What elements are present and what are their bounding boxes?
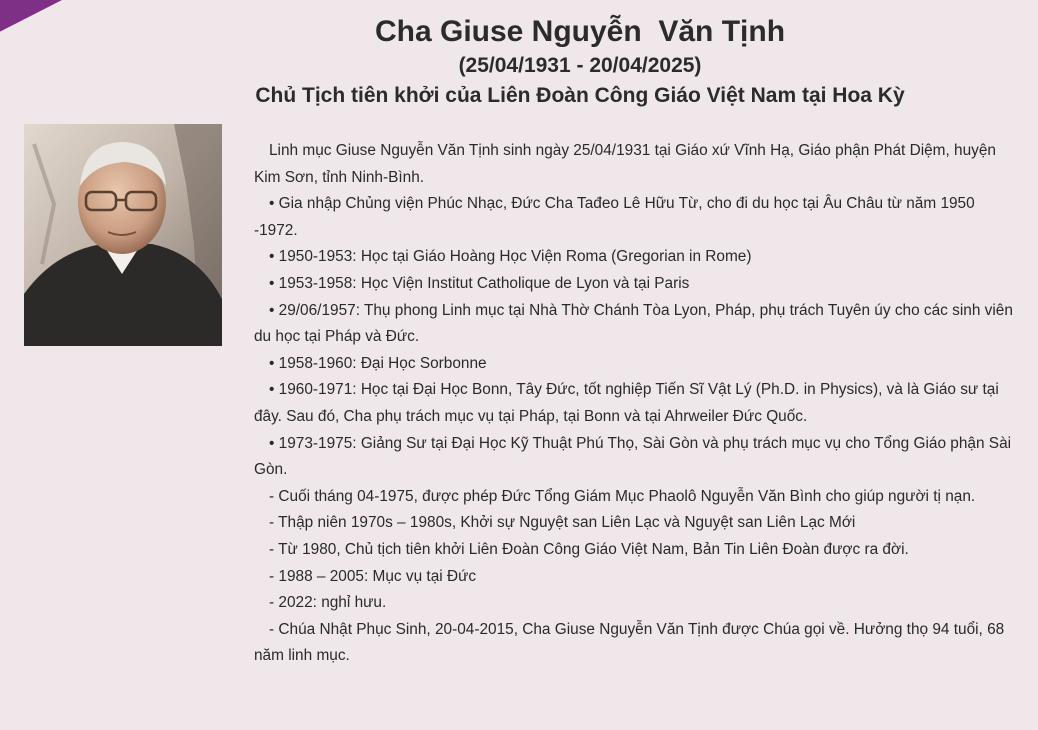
bio-paragraph: - Từ 1980, Chủ tịch tiên khởi Liên Đoàn Công Giáo Việt Nam, Bản Tin Liên Đoàn được ra đời. [269, 540, 909, 558]
life-dates: (25/04/1931 - 20/04/2025) [458, 54, 702, 77]
bio-paragraph: - 2022: nghỉ hưu. [269, 594, 387, 612]
portrait-photo [24, 124, 222, 346]
bio-paragraph: • 1953-1958: Học Viện Institut Catholique de Lyon và tại Paris [269, 274, 690, 292]
bio-paragraph: - Cuối tháng 04-1975, được phép Đức Tổng Giám Mục Phaolô Nguyễn Văn Bình cho giúp người tị nạn. [269, 487, 976, 505]
bio-paragraph: • 29/06/1957: Thụ phong Linh mục tại Nhà Thờ Chánh Tòa Lyon, Pháp, phụ trách Tuyên úy cho các sinh viên du học tại Pháp và Đức. [254, 301, 1013, 346]
portrait-illustration [24, 124, 222, 346]
bio-paragraph: - Thập niên 1970s – 1980s, Khởi sự Nguyệt san Liên Lạc và Nguyệt san Liên Lạc Mới [269, 514, 856, 532]
bio-paragraph: • Gia nhập Chủng viện Phúc Nhạc, Đức Cha Tađeo Lê Hữu Từ, cho đi du học tại Âu Châu từ năm 1950 -1972. [254, 195, 975, 239]
bio-paragraph: - 1988 – 2005: Mục vụ tại Đức [269, 567, 477, 585]
page-title: Cha Giuse Nguyễn Văn Tịnh [374, 15, 786, 48]
bio-paragraph: • 1958-1960: Đại Học Sorbonne [269, 354, 487, 372]
header [150, 12, 1010, 112]
bio-paragraph: • 1960-1971: Học tại Đại Học Bonn, Tây Đức, tốt nghiệp Tiến Sĩ Vật Lý (Ph.D. in Physics), và là Giáo sư tại đây. Sau đó, Cha phụ trách mục vụ tại Pháp, tại Bonn và tại Ahrweiler Đức Quốc. [254, 381, 999, 425]
biography-text [254, 138, 1014, 670]
bio-paragraph: - Chúa Nhật Phục Sinh, 20-04-2015, Cha Giuse Nguyễn Văn Tịnh được Chúa gọi về. Hưởng thọ 94 tuổi, 68 năm linh mục. [254, 620, 1005, 665]
bio-paragraph: • 1973-1975: Giảng Sư tại Đại Học Kỹ Thuật Phú Thọ, Sài Gòn và phụ trách mục vụ cho Tổng Giáo phận Sài Gòn. [254, 434, 1012, 479]
bio-paragraph: Linh mục Giuse Nguyễn Văn Tịnh sinh ngày 25/04/1931 tại Giáo xứ Vĩnh Hạ, Giáo phận Phát Diệm, huyện Kim Sơn, tỉnh Ninh-Bình. [254, 142, 996, 186]
bio-paragraph: • 1950-1953: Học tại Giáo Hoàng Học Viện Roma (Gregorian in Rome) [269, 248, 752, 266]
page-subtitle: Chủ Tịch tiên khởi của Liên Đoàn Công Giáo Việt Nam tại Hoa Kỳ [255, 84, 905, 107]
